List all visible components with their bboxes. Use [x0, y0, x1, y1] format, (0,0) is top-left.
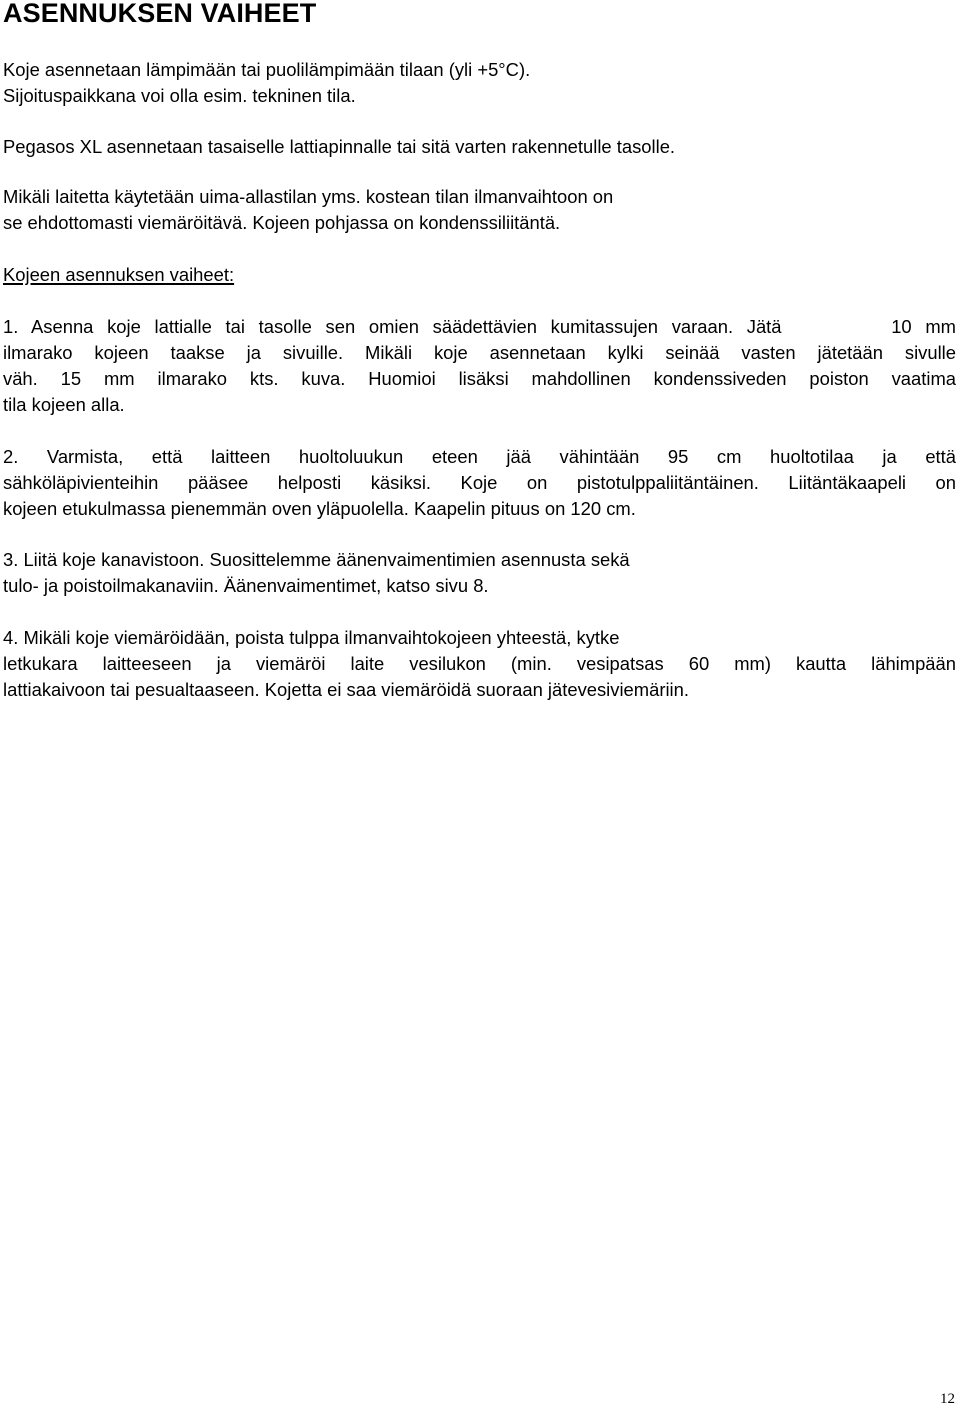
- intro-paragraph-1-line-1: Koje asennetaan lämpimään tai puolilämpimään tilaan (yli +5°C).: [3, 59, 531, 80]
- step-1-line-3: väh. 15 mm ilmarako kts. kuva. Huomioi lisäksi mahdollinen kondenssiveden poiston vaatima: [3, 368, 956, 389]
- step-2-line-3: kojeen etukulmassa pienemmän oven yläpuolella. Kaapelin pituus on 120 cm.: [3, 498, 636, 519]
- step-2-line-1: 2. Varmista, että laitteen huoltoluukun eteen jää vähintään 95 cm huoltotilaa ja että: [3, 446, 956, 467]
- step-1-line-2: ilmarako kojeen taakse ja sivuille. Mikäli koje asennetaan kylki seinää vasten jätetään sivulle: [3, 342, 956, 363]
- step-4-line-3: lattiakaivoon tai pesualtaaseen. Kojetta ei saa viemäröidä suoraan jätevesiviemäriin.: [3, 679, 689, 700]
- page-number: 12: [940, 1391, 955, 1407]
- step-3-line-2: tulo- ja poistoilmakanaviin. Äänenvaimentimet, katso sivu 8.: [3, 575, 489, 596]
- step-1-line-1: 1. Asenna koje lattialle tai tasolle sen omien säädettävien kumitassujen varaan. Jätä 10 mm: [3, 316, 956, 337]
- step-4-line-2: letkukara laitteeseen ja viemäröi laite vesilukon (min. vesipatsas 60 mm) kautta lähimpään: [3, 653, 956, 674]
- page-title: ASENNUKSEN VAIHEET: [3, 0, 317, 28]
- step-1-line-4: tila kojeen alla.: [3, 394, 125, 415]
- intro-paragraph-3-line-2: se ehdottomasti viemäröitävä. Kojeen pohjassa on kondenssiliitäntä.: [3, 212, 561, 233]
- intro-paragraph-1-line-2: Sijoituspaikkana voi olla esim. tekninen tila.: [3, 85, 356, 106]
- intro-paragraph-3-line-1: Mikäli laitetta käytetään uima-allastilan yms. kostean tilan ilmanvaihtoon on: [3, 186, 614, 207]
- section-subheading: Kojeen asennuksen vaiheet:: [3, 264, 235, 285]
- intro-paragraph-2-line-1: Pegasos XL asennetaan tasaiselle lattiapinnalle tai sitä varten rakennetulle tasolle.: [3, 136, 676, 157]
- step-3-line-1: 3. Liitä koje kanavistoon. Suosittelemme äänenvaimentimien asennusta sekä: [3, 549, 630, 570]
- step-2-line-2: sähköläpivienteihin pääsee helposti käsiksi. Koje on pistotulppaliitäntäinen. Liitäntäkaapeli on: [3, 472, 956, 493]
- step-4-line-1: 4. Mikäli koje viemäröidään, poista tulppa ilmanvaihtokojeen yhteestä, kytke: [3, 627, 620, 648]
